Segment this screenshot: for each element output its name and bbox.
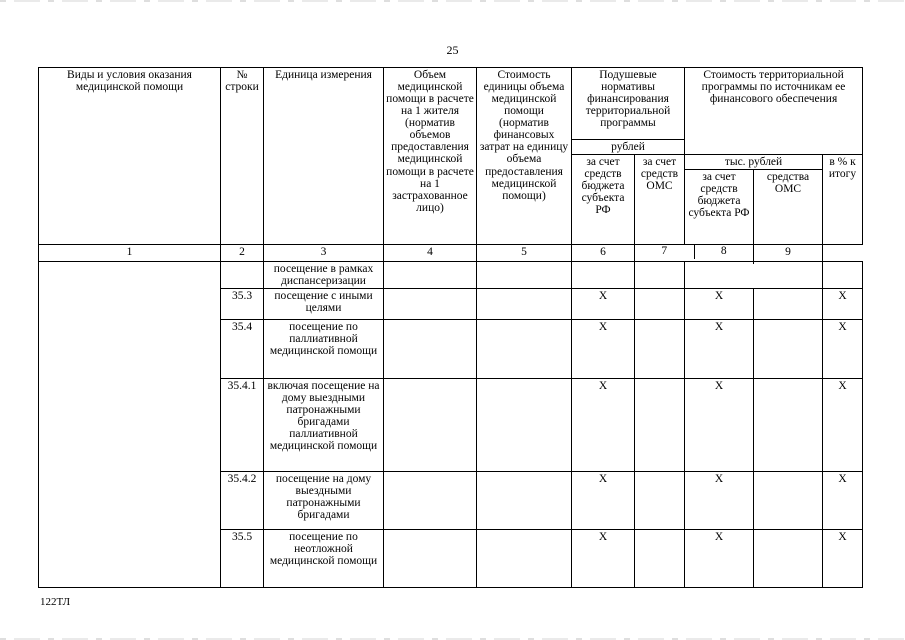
- row-unit: посещение на дому выездными патронажными бригадами: [264, 471, 384, 529]
- row-c9: X: [823, 319, 863, 378]
- header-unit-cost: Стоимость единицы объема медицинской помощи (норматив финансовых затрат на единицу объема предоставления медицинской помощи): [477, 68, 572, 245]
- header-per-capita: Подушевые нормативы финансирования территориальной программы: [572, 68, 685, 140]
- column-number: 9: [754, 244, 823, 261]
- row-unit: посещение с иными целями: [264, 288, 384, 319]
- column-number: 2: [221, 244, 264, 261]
- header-row-number: № строки: [221, 68, 264, 245]
- row-c5: X: [572, 319, 635, 378]
- row-unit: посещение по паллиативной медицинской помощи: [264, 319, 384, 378]
- table-row: [39, 261, 863, 288]
- row-c7: [685, 262, 754, 264]
- row-c7: X: [685, 289, 754, 319]
- row-c5: X: [572, 288, 635, 319]
- care-type-cell: [39, 261, 221, 587]
- column-number: 7: [635, 245, 694, 259]
- header-row-1: [39, 68, 863, 140]
- column-number: 3: [264, 244, 384, 261]
- page-number: 25: [446, 43, 459, 57]
- column-number-row: [39, 244, 863, 261]
- header-oms-funds-8: средства ОМС: [766, 171, 810, 196]
- row-c5: X: [572, 529, 635, 587]
- row-number: 35.4.1: [221, 378, 264, 471]
- row-number: [221, 261, 264, 288]
- financing-table: [38, 67, 863, 588]
- row-c9: X: [823, 288, 863, 319]
- row-unit: посещение по неотложной медицинской помощи: [264, 529, 384, 587]
- header-thousand-rubles: тыс. рублей: [685, 155, 822, 170]
- row-c5: [572, 261, 635, 288]
- header-subtable: [685, 155, 822, 244]
- header-care-types: Виды и условия оказания медицинской помощи: [39, 68, 221, 245]
- column-number: 5: [477, 244, 572, 261]
- header-budget-subject-5: за счет средств бюджета субъекта РФ: [572, 155, 635, 245]
- row-unit: включая посещение на дому выездными патронажными бригадами паллиативной медицинской помощи: [264, 378, 384, 471]
- column-number: 1: [39, 244, 221, 261]
- row-c7: X: [685, 320, 754, 378]
- row-c9: X: [823, 529, 863, 587]
- row-c5: X: [572, 471, 635, 529]
- row-number: 35.3: [221, 288, 264, 319]
- row-unit: посещение в рамках диспансеризации: [264, 261, 384, 288]
- row-c9: X: [823, 471, 863, 529]
- column-number: 8: [720, 244, 727, 257]
- row-c9: [823, 261, 863, 288]
- row-c7: X: [685, 379, 754, 471]
- column-number: 4: [384, 244, 477, 261]
- header-percent-total: в % к итогу: [823, 155, 863, 245]
- column-number: 6: [572, 244, 635, 261]
- footer-code: 122ТЛ: [40, 596, 71, 608]
- row-c7: X: [685, 472, 754, 529]
- header-rubles: рублей: [572, 140, 685, 155]
- row-number: 35.4: [221, 319, 264, 378]
- scan-artifact-top: [0, 0, 905, 2]
- header-budget-subject-7: за счет средств бюджета субъекта РФ: [685, 170, 754, 244]
- header-cost-by-source: Стоимость территориальной программы по источникам ее финансового обеспечения: [685, 68, 863, 155]
- row-number: 35.5: [221, 529, 264, 587]
- header-thousand-rubles-wrap: [685, 155, 823, 245]
- header-oms-account-6: за счет средств ОМС: [635, 155, 685, 245]
- row-c7: X: [685, 530, 754, 587]
- header-volume: Объем медицинской помощи в расчете на 1 жителя (норматив объемов предоставления медицинской помощи в расчете на 1 застрахованное лицо): [384, 68, 477, 245]
- column-number: [635, 244, 754, 261]
- row-c9: X: [823, 378, 863, 471]
- header-unit: Единица измерения: [264, 68, 384, 245]
- row-c5: X: [572, 378, 635, 471]
- row-number: 35.4.2: [221, 471, 264, 529]
